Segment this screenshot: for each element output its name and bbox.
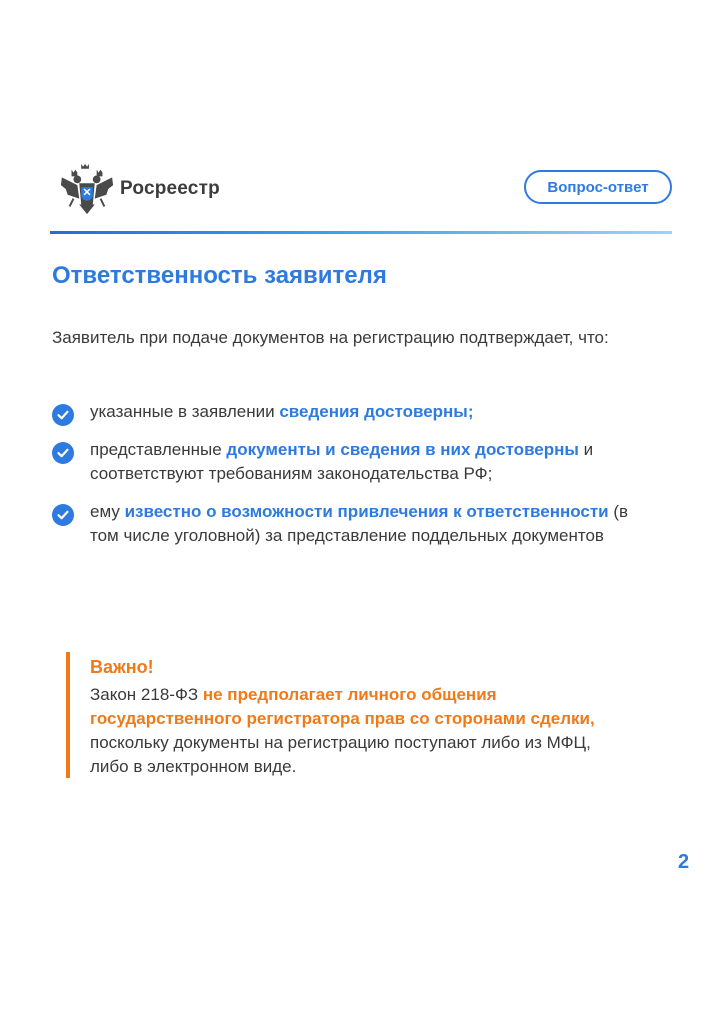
important-note	[66, 652, 606, 778]
item-highlight: документы и сведения в них достоверны	[226, 440, 579, 459]
item-text: ему	[90, 502, 125, 521]
rosreestr-logo[interactable]	[58, 160, 220, 218]
header	[58, 158, 672, 220]
logo-text: Росреестр	[120, 178, 220, 199]
header-divider	[50, 231, 672, 234]
important-text-after: поскольку документы на регистрацию поступают либо из МФЦ, либо в электронном виде.	[90, 733, 591, 776]
important-accent-bar	[66, 652, 70, 778]
page-title: Ответственность заявителя	[52, 262, 387, 289]
check-circle-icon	[52, 404, 74, 426]
intro-text: Заявитель при подаче документов на регистрацию подтверждает, что:	[52, 328, 609, 347]
statements-list	[52, 400, 652, 548]
important-title: Важно!	[90, 657, 154, 677]
important-text	[90, 683, 610, 779]
page-number: 2	[678, 851, 690, 873]
important-text-before: Закон 218-ФЗ	[90, 685, 203, 704]
eagle-emblem-icon	[58, 160, 116, 218]
item-text-after: (в том числе уголовной) за представление поддельных документов	[90, 502, 629, 545]
check-circle-icon	[52, 504, 74, 526]
list-item	[52, 500, 652, 548]
important-highlight: не предполагает личного общения государственного регистратора прав со сторонами сделки,	[90, 685, 595, 728]
list-item	[52, 400, 652, 424]
item-text: представленные	[90, 440, 227, 459]
item-highlight: известно о возможности привлечения к ответственности	[124, 502, 609, 521]
item-text: указанные в заявлении	[90, 402, 280, 421]
item-highlight: сведения достоверны;	[279, 402, 474, 421]
item-text-after: и соответствуют требованиям законодательства РФ;	[90, 440, 594, 483]
list-item	[52, 438, 652, 486]
check-circle-icon	[52, 442, 74, 464]
qa-button[interactable]: Вопрос-ответ	[524, 170, 672, 204]
